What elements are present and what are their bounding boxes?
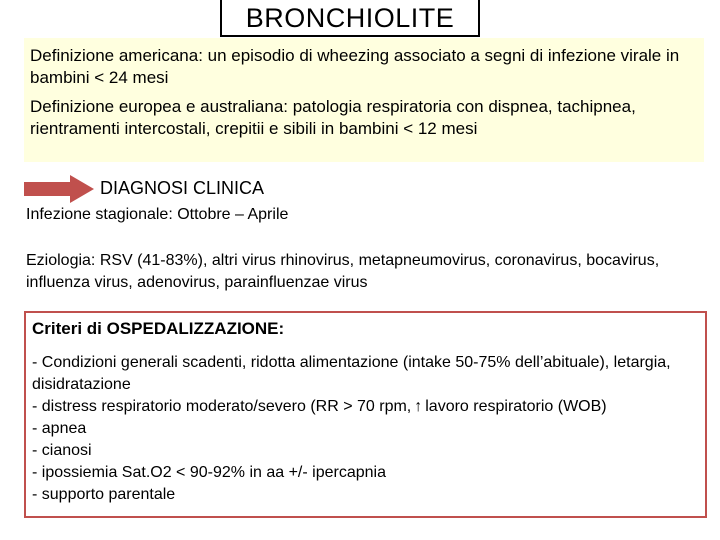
- criteria-item: - ipossiemia Sat.O2 < 90-92% in aa +/- ipercapnia: [32, 464, 386, 481]
- diagnosis-label: DIAGNOSI CLINICA: [100, 178, 265, 198]
- criteria-item: - apnea: [32, 420, 87, 437]
- criteria-list: [32, 352, 705, 506]
- criteria-item: [32, 396, 705, 418]
- definition-american: Definizione americana: un episodio di wheezing associato a segni di infezione virale in bambini < 24 mesi: [30, 46, 680, 87]
- criteria-item: - supporto parentale: [32, 486, 176, 503]
- hospitalization-criteria-box: [24, 311, 707, 518]
- criteria-item: - Condizioni generali scadenti, ridotta alimentazione (intake 50-75% dell’abituale), letargia, disidratazione: [32, 354, 671, 393]
- criteria-item-part: lavoro respiratorio (WOB): [425, 398, 607, 415]
- definition-european: Definizione europea e australiana: patologia respiratoria con dispnea, tachipnea, rientramenti intercostali, crepitii e sibili in bambini < 12 mesi: [30, 97, 636, 138]
- season-text: Infezione stagionale: Ottobre – Aprile: [26, 206, 289, 223]
- criteria-item-part: - distress respiratorio moderato/severo (RR > 70 rpm,: [32, 398, 412, 415]
- definitions-box: [24, 38, 704, 162]
- up-arrow-icon: ↑: [414, 398, 423, 415]
- right-arrow-icon: [24, 175, 94, 203]
- criteria-title: Criteri di OSPEDALIZZAZIONE:: [32, 319, 285, 338]
- page-title: BRONCHIOLITE: [220, 0, 480, 37]
- criteria-item: - cianosi: [32, 442, 92, 459]
- etiology-text: Eziologia: RSV (41-83%), altri virus rhinovirus, metapneumovirus, coronavirus, bocavirus, influenza virus, adenovirus, parainfluenzae virus: [26, 252, 660, 291]
